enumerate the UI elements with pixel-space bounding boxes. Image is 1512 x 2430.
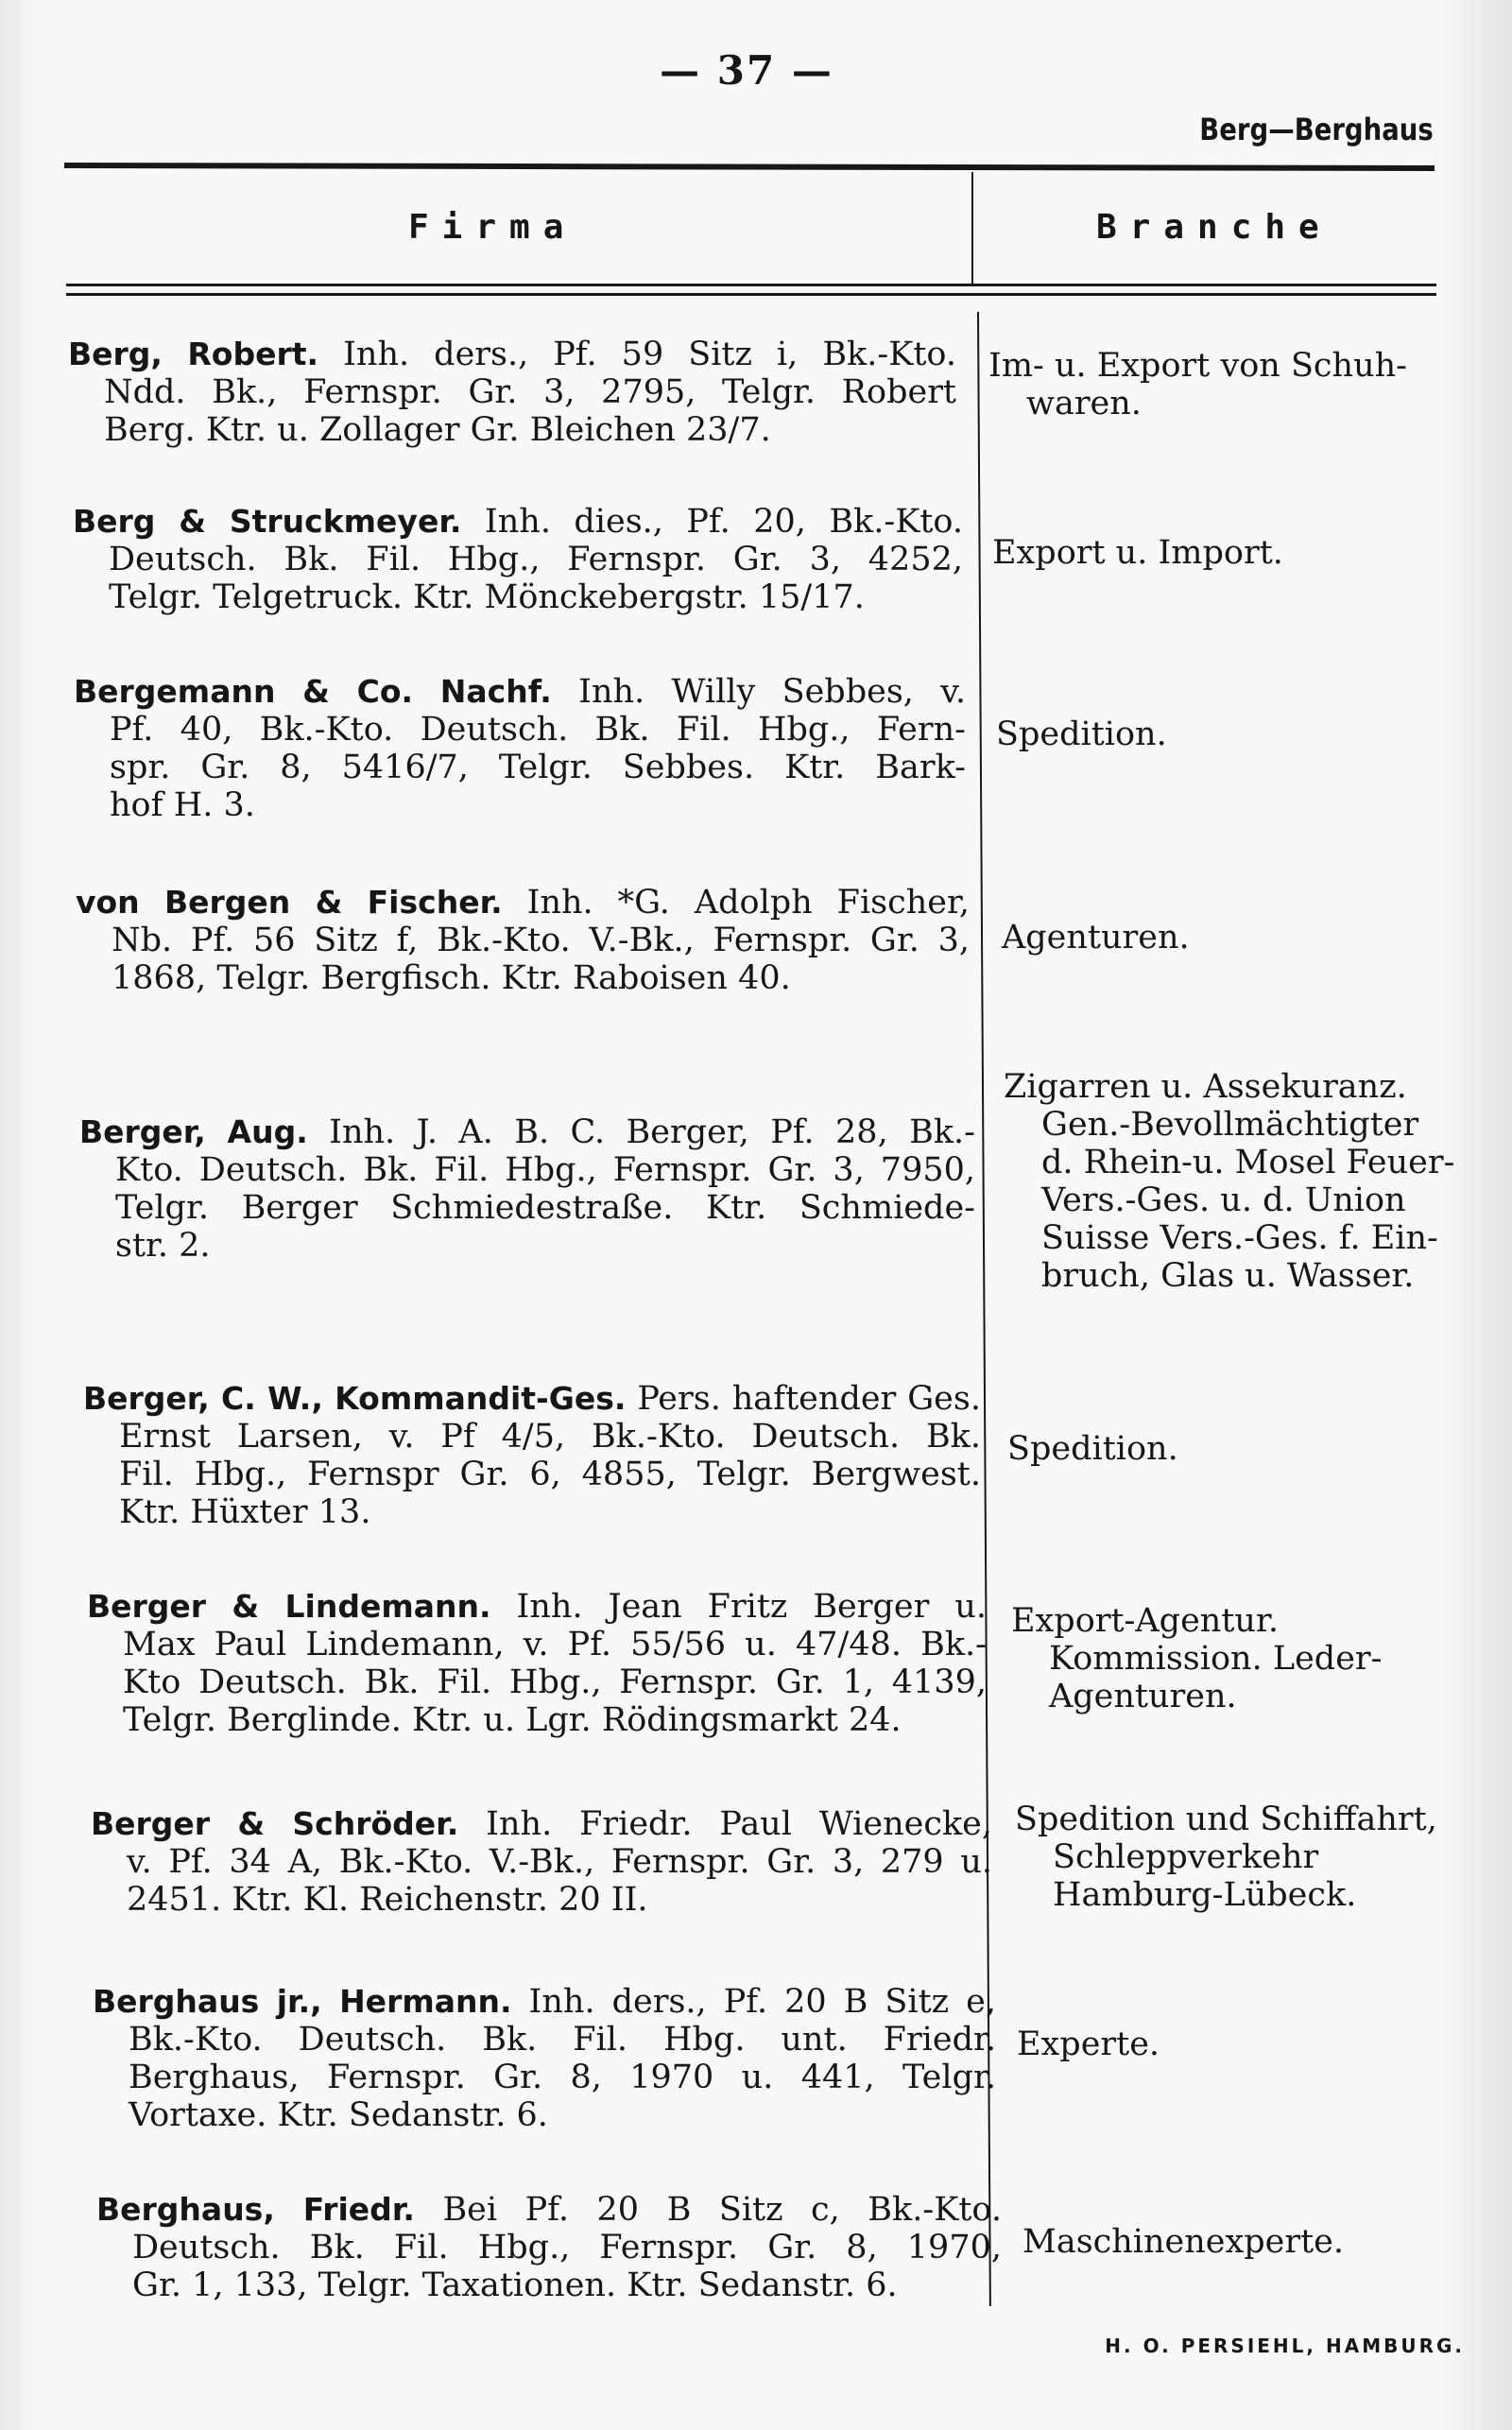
- branche-line: Im- u. Export von Schuh-: [988, 347, 1407, 385]
- firm-detail-line: [87, 1663, 987, 1701]
- firm-detail-line: [74, 711, 966, 749]
- firm-detail-line: [76, 959, 970, 997]
- branche-entry: [992, 534, 1283, 572]
- page-number: — 37 —: [660, 47, 833, 94]
- branche-line: Spedition und Schiffahrt,: [1015, 1801, 1437, 1838]
- branche-line: Suisse Vers.-Ges. f. Ein-: [1041, 1219, 1438, 1257]
- branche-line: Spedition.: [1007, 1430, 1178, 1468]
- firm-detail-line: [87, 1626, 987, 1663]
- firm-first-line: [68, 336, 956, 373]
- firm-text: Kto Deutsch. Bk. Fil. Hbg., Fernspr. Gr. 1, 4139,: [123, 1663, 987, 1701]
- firm-text: spr. Gr. 8, 5416/7, Telgr. Sebbes. Ktr. Bark-: [110, 749, 966, 786]
- firm-name: Berger & Schröder.: [91, 1805, 459, 1842]
- firm-first-line: [96, 2191, 1002, 2229]
- branche-line: Spedition.: [996, 715, 1167, 753]
- firm-text: Berghaus, Fernspr. Gr. 8, 1970 u. 441, Telgr.: [129, 2059, 996, 2096]
- branche-line: Experte.: [1017, 2025, 1160, 2063]
- printer-credit: H. O. PERSIEHL, HAMBURG.: [1105, 2335, 1465, 2357]
- firm-detail-line: [96, 2266, 1002, 2304]
- column-head-branche: Branche: [1096, 208, 1332, 247]
- firm-text: Inh. dies., Pf. 20, Bk.-Kto.: [484, 503, 963, 541]
- firm-detail-line: [68, 373, 956, 411]
- firm-text: Fil. Hbg., Fernspr Gr. 6, 4855, Telgr. Bergwest.: [119, 1456, 981, 1493]
- firm-text: Inh. ders., Pf. 20 B Sitz e,: [528, 1983, 996, 2021]
- firm-text: 2451. Ktr. Kl. Reichenstr. 20 II.: [127, 1881, 648, 1919]
- firm-text: Inh. Friedr. Paul Wienecke,: [486, 1805, 992, 1843]
- firm-detail-line: [93, 2059, 996, 2096]
- branche-entry: [1002, 919, 1190, 956]
- firm-detail-line: [96, 2229, 1002, 2266]
- column-head-firma: Firma: [408, 208, 577, 247]
- header-rule-1: [66, 284, 1436, 286]
- firm-name: Berger, C. W., Kommandit-Ges.: [83, 1380, 627, 1417]
- firm-name: Berg & Struckmeyer.: [73, 503, 462, 540]
- firm-first-line: [93, 1983, 996, 2021]
- top-rule: [64, 163, 1435, 171]
- firm-detail-line: [68, 411, 956, 449]
- firm-text: Ktr. Hüxter 13.: [119, 1493, 371, 1531]
- firm-detail-line: [73, 541, 963, 578]
- firm-name: Bergemann & Co. Nachf.: [74, 673, 552, 710]
- branche-line: waren.: [1026, 385, 1142, 422]
- firm-text: Bei Pf. 20 B Sitz c, Bk.-Kto.: [442, 2191, 1002, 2229]
- firm-first-line: [83, 1380, 981, 1418]
- firm-text: Bk.-Kto. Deutsch. Bk. Fil. Hbg. unt. Friedr.: [129, 2021, 996, 2059]
- branche-line: Zigarren u. Assekuranz.: [1004, 1068, 1407, 1106]
- firm-detail-line: [93, 2021, 996, 2059]
- branche-entry: [1022, 2223, 1344, 2261]
- firm-detail-line: [83, 1418, 981, 1456]
- firm-entry: [68, 336, 956, 449]
- branche-entry: [996, 715, 1167, 753]
- firm-entry: [73, 503, 963, 616]
- firm-name: Berg, Robert.: [68, 336, 319, 372]
- branche-entry: [988, 347, 1407, 422]
- branche-entry: [1015, 1801, 1437, 1914]
- firm-detail-line: [73, 578, 963, 616]
- branche-line: Agenturen.: [1049, 1678, 1237, 1715]
- firm-entry: [91, 1805, 992, 1919]
- firm-first-line: [91, 1805, 992, 1843]
- firm-text: Kto. Deutsch. Bk. Fil. Hbg., Fernspr. Gr. 3, 7950,: [115, 1151, 975, 1189]
- header-column-divider: [971, 172, 973, 284]
- firm-entry: [93, 1983, 996, 2134]
- firm-entry: [79, 1113, 975, 1265]
- branche-entry: [1007, 1430, 1178, 1468]
- firm-text: Gr. 1, 133, Telgr. Taxationen. Ktr. Sedanstr. 6.: [132, 2266, 898, 2304]
- firm-entry: [74, 673, 966, 824]
- firm-text: Pers. haftender Ges.: [637, 1380, 981, 1418]
- firm-name: Berghaus, Friedr.: [96, 2191, 415, 2228]
- firm-text: Berg. Ktr. u. Zollager Gr. Bleichen 23/7.: [104, 411, 771, 449]
- firm-text: Vortaxe. Ktr. Sedanstr. 6.: [129, 2096, 548, 2134]
- firm-name: Berghaus jr., Hermann.: [93, 1983, 512, 2020]
- branche-line: Vers.-Ges. u. d. Union: [1041, 1181, 1406, 1219]
- firm-text: hof H. 3.: [110, 786, 255, 824]
- firm-entry: [96, 2191, 1002, 2304]
- firm-entry: [83, 1380, 981, 1531]
- branche-line: Hamburg-Lübeck.: [1053, 1876, 1357, 1914]
- header-rule-2: [66, 293, 1436, 296]
- firm-detail-line: [91, 1881, 992, 1919]
- firm-text: Inh. J. A. B. C. Berger, Pf. 28, Bk.-: [329, 1113, 975, 1151]
- firm-detail-line: [79, 1151, 975, 1189]
- firm-text: Deutsch. Bk. Fil. Hbg., Fernspr. Gr. 3, 4252,: [109, 541, 963, 578]
- firm-first-line: [76, 884, 970, 922]
- firm-detail-line: [93, 2096, 996, 2134]
- firm-first-line: [74, 673, 966, 711]
- branche-entry: [1004, 1068, 1454, 1295]
- firm-text: Ndd. Bk., Fernspr. Gr. 3, 2795, Telgr. Robert: [104, 373, 956, 411]
- firm-text: Max Paul Lindemann, v. Pf. 55/56 u. 47/48. Bk.-: [123, 1626, 987, 1663]
- firm-text: Inh. *G. Adolph Fischer,: [526, 884, 970, 922]
- firm-first-line: [87, 1588, 987, 1626]
- firm-text: Deutsch. Bk. Fil. Hbg., Fernspr. Gr. 8, 1970,: [132, 2229, 1002, 2266]
- firm-text: v. Pf. 34 A, Bk.-Kto. V.-Bk., Fernspr. Gr. 3, 279 u.: [127, 1843, 992, 1881]
- firm-detail-line: [79, 1227, 975, 1265]
- firm-text: str. 2.: [115, 1227, 211, 1265]
- firm-name: Berger & Lindemann.: [87, 1588, 491, 1625]
- firm-text: Telgr. Berglinde. Ktr. u. Lgr. Rödingsmarkt 24.: [123, 1701, 902, 1739]
- firm-text: Pf. 40, Bk.-Kto. Deutsch. Bk. Fil. Hbg., Fern-: [110, 711, 966, 749]
- firm-detail-line: [74, 749, 966, 786]
- branche-entry: [1017, 2025, 1160, 2063]
- firm-text: Nb. Pf. 56 Sitz f, Bk.-Kto. V.-Bk., Fernspr. Gr. 3,: [112, 922, 970, 959]
- branche-line: Export u. Import.: [992, 534, 1283, 572]
- branche-line: Kommission. Leder-: [1049, 1640, 1383, 1678]
- branche-line: d. Rhein-u. Mosel Feuer-: [1041, 1144, 1455, 1181]
- firm-entry: [76, 884, 970, 997]
- firm-first-line: [73, 503, 963, 541]
- firm-detail-line: [74, 786, 966, 824]
- firm-name: von Bergen & Fischer.: [76, 884, 503, 921]
- firm-detail-line: [91, 1843, 992, 1881]
- firm-text: 1868, Telgr. Bergfisch. Ktr. Raboisen 40.: [112, 959, 791, 997]
- firm-entry: [87, 1588, 987, 1739]
- firm-detail-line: [76, 922, 970, 959]
- firm-detail-line: [83, 1493, 981, 1531]
- firm-text: Inh. ders., Pf. 59 Sitz i, Bk.-Kto.: [343, 336, 956, 373]
- firm-first-line: [79, 1113, 975, 1151]
- branche-line: Maschinenexperte.: [1022, 2223, 1345, 2261]
- branche-line: bruch, Glas u. Wasser.: [1041, 1257, 1415, 1295]
- firm-text: Ernst Larsen, v. Pf 4/5, Bk.-Kto. Deutsch. Bk.: [119, 1418, 981, 1456]
- firm-name: Berger, Aug.: [79, 1113, 308, 1150]
- branche-entry: [1011, 1602, 1382, 1715]
- running-head: Berg—Berghaus: [1199, 112, 1434, 147]
- firm-detail-line: [87, 1701, 987, 1739]
- firm-text: Inh. Willy Sebbes, v.: [578, 673, 966, 711]
- branche-line: Gen.-Bevollmächtigter: [1041, 1106, 1419, 1144]
- branche-line: Schleppverkehr: [1053, 1838, 1319, 1876]
- firm-detail-line: [83, 1456, 981, 1493]
- firm-text: Telgr. Telgetruck. Ktr. Mönckebergstr. 15/17.: [109, 578, 865, 616]
- firm-text: Telgr. Berger Schmiedestraße. Ktr. Schmiede-: [115, 1189, 975, 1227]
- branche-line: Agenturen.: [1002, 919, 1190, 956]
- firm-text: Inh. Jean Fritz Berger u.: [516, 1588, 987, 1626]
- firm-detail-line: [79, 1189, 975, 1227]
- branche-line: Export-Agentur.: [1011, 1602, 1279, 1640]
